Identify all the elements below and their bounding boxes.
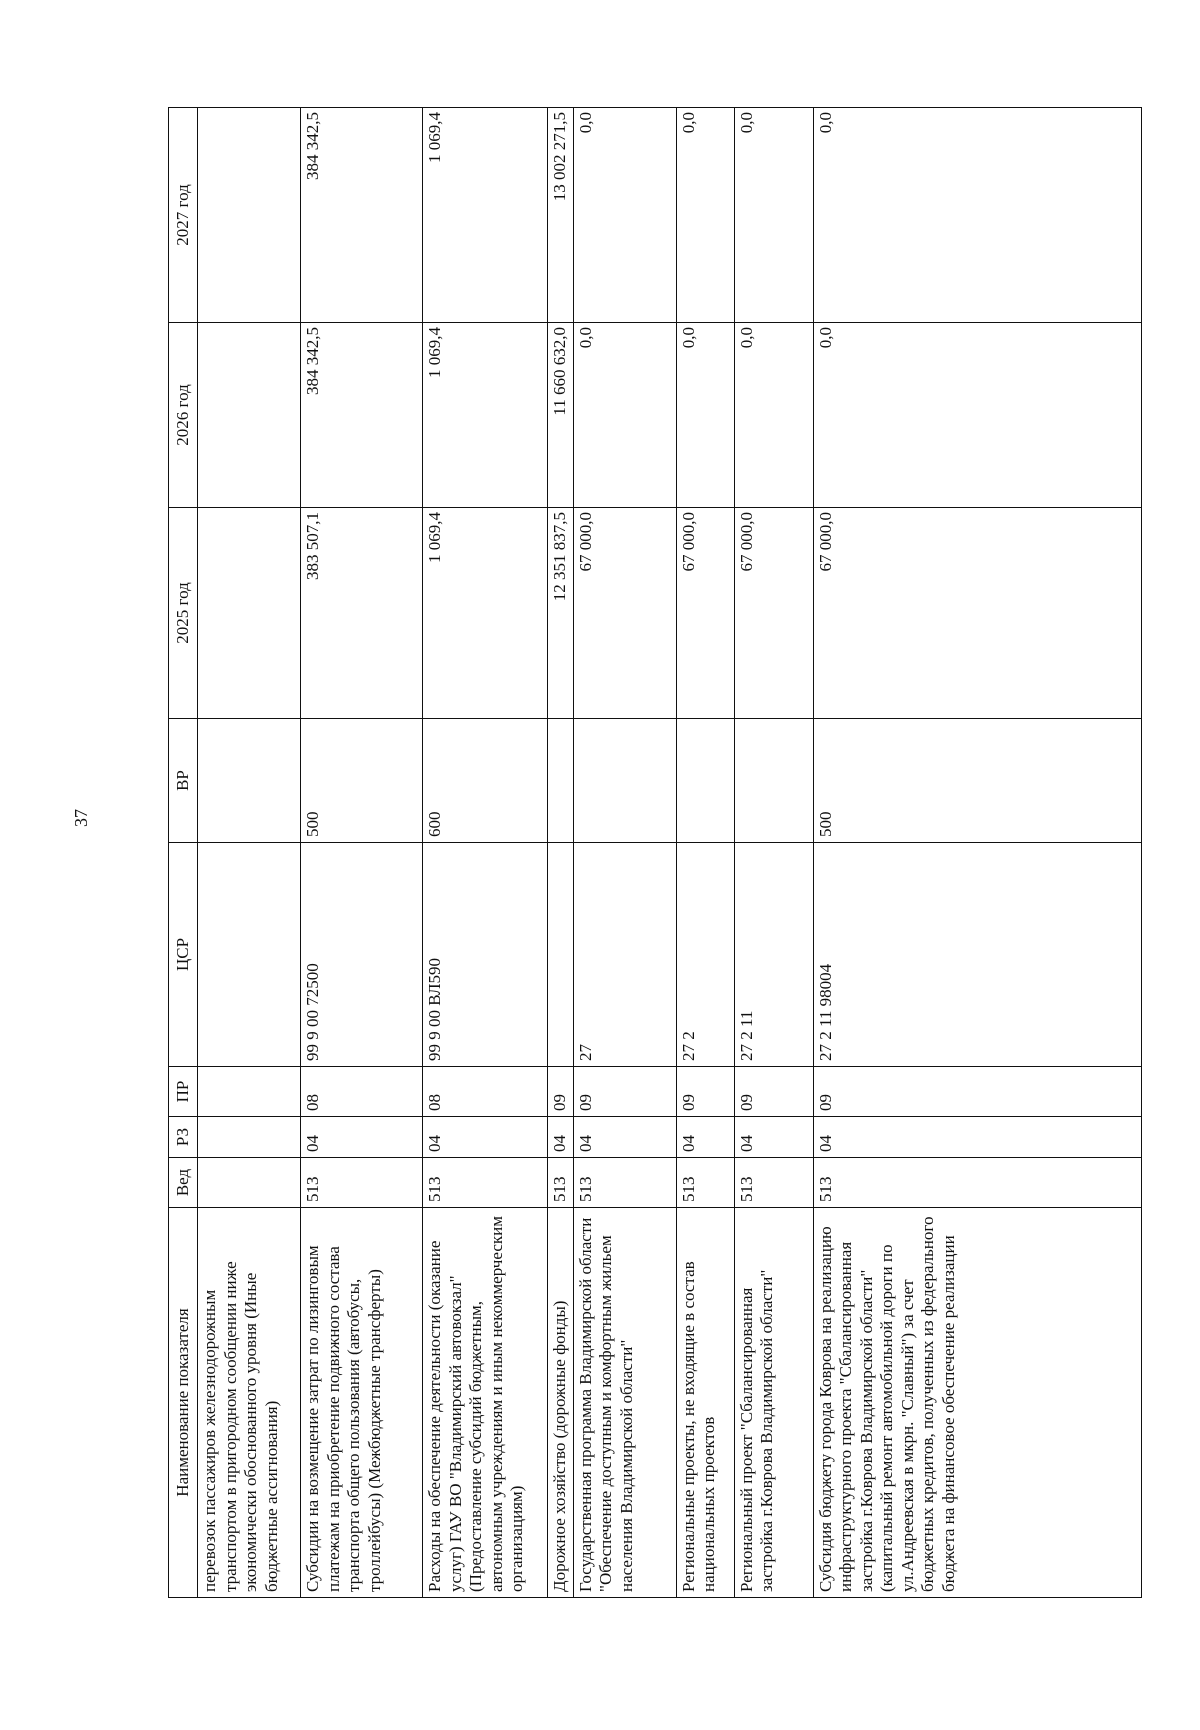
row-csr: 27 2 11 bbox=[734, 843, 813, 1067]
header-2026: 2026 год bbox=[169, 323, 198, 508]
row-vr bbox=[548, 719, 574, 843]
row-rz: 04 bbox=[301, 1117, 423, 1158]
row-pr: 08 bbox=[301, 1067, 423, 1117]
row-2026: 384 342,5 bbox=[301, 323, 423, 508]
row-2027: 0,0 bbox=[734, 108, 813, 323]
row-rz: 04 bbox=[548, 1117, 574, 1158]
row-2027 bbox=[198, 108, 301, 323]
row-name: Субсидии на возмещение затрат по лизинговым платежам на приобретение подвижного состава транспорта общего пользования (автобусы, троллейбусы) (Межбюджетные трансферты) bbox=[301, 1208, 423, 1598]
header-ved: Вед bbox=[169, 1158, 198, 1208]
row-pr: 09 bbox=[573, 1067, 676, 1117]
table-row bbox=[734, 108, 813, 1598]
row-name: перевозок пассажиров железнодорожным транспортом в пригородном сообщении ниже экономически обоснованного уровня (Иные бюджетные ассигнования) bbox=[198, 1208, 301, 1598]
row-ved: 513 bbox=[548, 1158, 574, 1208]
table-row bbox=[548, 108, 574, 1598]
row-2026: 0,0 bbox=[676, 323, 734, 508]
budget-table bbox=[168, 107, 1142, 1598]
header-name: Наименование показателя bbox=[169, 1208, 198, 1598]
row-csr: 99 9 00 ВЛ590 bbox=[423, 843, 548, 1067]
row-vr: 500 bbox=[301, 719, 423, 843]
table-row bbox=[813, 108, 1142, 1598]
row-csr bbox=[198, 843, 301, 1067]
row-csr bbox=[548, 843, 574, 1067]
row-ved bbox=[198, 1158, 301, 1208]
page-number: 37 bbox=[71, 809, 91, 827]
header-row bbox=[169, 108, 198, 1598]
row-2027: 0,0 bbox=[813, 108, 1142, 323]
row-2026: 11 660 632,0 bbox=[548, 323, 574, 508]
row-2026: 0,0 bbox=[573, 323, 676, 508]
row-2025: 67 000,0 bbox=[813, 508, 1142, 719]
row-vr: 500 bbox=[813, 719, 1142, 843]
row-name: Региональный проект "Сбалансированная застройка г.Коврова Владимирской области" bbox=[734, 1208, 813, 1598]
row-csr: 27 2 11 98004 bbox=[813, 843, 1142, 1067]
row-pr: 09 bbox=[813, 1067, 1142, 1117]
row-vr bbox=[573, 719, 676, 843]
row-name: Расходы на обеспечение деятельности (оказание услуг) ГАУ ВО "Владимирский автовокзал" (Предоставление субсидий бюджетным, автономным учреждениям и иным некоммерческим организациям) bbox=[423, 1208, 548, 1598]
row-vr bbox=[198, 719, 301, 843]
row-ved: 513 bbox=[676, 1158, 734, 1208]
row-ved: 513 bbox=[573, 1158, 676, 1208]
row-rz: 04 bbox=[573, 1117, 676, 1158]
row-name: Субсидия бюджету города Коврова на реализацию инфраструктурного проекта "Сбалансированная застройка г.Коврова Владимирской области" (капитальный ремонт автомобильной дороги по ул.Андреевская в мкрн. "Славный") за счет бюджетных кредитов, полученных из федерального бюджета на финансовое обеспечение реализации bbox=[813, 1208, 1142, 1598]
row-rz bbox=[198, 1117, 301, 1158]
row-2025 bbox=[198, 508, 301, 719]
table-row bbox=[198, 108, 301, 1598]
header-rz: РЗ bbox=[169, 1117, 198, 1158]
row-2026: 1 069,4 bbox=[423, 323, 548, 508]
row-2027: 0,0 bbox=[573, 108, 676, 323]
row-2027: 13 002 271,5 bbox=[548, 108, 574, 323]
header-csr: ЦСР bbox=[169, 843, 198, 1067]
row-2025: 67 000,0 bbox=[573, 508, 676, 719]
row-rz: 04 bbox=[676, 1117, 734, 1158]
row-2025: 67 000,0 bbox=[676, 508, 734, 719]
row-2027: 0,0 bbox=[676, 108, 734, 323]
row-name: Дорожное хозяйство (дорожные фонды) bbox=[548, 1208, 574, 1598]
row-2026 bbox=[198, 323, 301, 508]
row-2026: 0,0 bbox=[734, 323, 813, 508]
row-name: Региональные проекты, не входящие в состав национальных проектов bbox=[676, 1208, 734, 1598]
budget-table-container bbox=[168, 108, 1142, 1598]
table-row bbox=[423, 108, 548, 1598]
table-row bbox=[676, 108, 734, 1598]
row-2025: 67 000,0 bbox=[734, 508, 813, 719]
row-2025: 383 507,1 bbox=[301, 508, 423, 719]
table-row bbox=[301, 108, 423, 1598]
row-rz: 04 bbox=[423, 1117, 548, 1158]
header-vr: ВР bbox=[169, 719, 198, 843]
row-2027: 384 342,5 bbox=[301, 108, 423, 323]
row-2025: 1 069,4 bbox=[423, 508, 548, 719]
row-vr bbox=[734, 719, 813, 843]
row-ved: 513 bbox=[301, 1158, 423, 1208]
row-csr: 27 bbox=[573, 843, 676, 1067]
row-pr: 09 bbox=[548, 1067, 574, 1117]
row-pr bbox=[198, 1067, 301, 1117]
table-row bbox=[573, 108, 676, 1598]
header-2027: 2027 год bbox=[169, 108, 198, 323]
row-ved: 513 bbox=[423, 1158, 548, 1208]
row-rz: 04 bbox=[734, 1117, 813, 1158]
row-ved: 513 bbox=[813, 1158, 1142, 1208]
row-rz: 04 bbox=[813, 1117, 1142, 1158]
row-csr: 27 2 bbox=[676, 843, 734, 1067]
row-pr: 09 bbox=[676, 1067, 734, 1117]
row-2026: 0,0 bbox=[813, 323, 1142, 508]
row-vr: 600 bbox=[423, 719, 548, 843]
header-pr: ПР bbox=[169, 1067, 198, 1117]
row-2027: 1 069,4 bbox=[423, 108, 548, 323]
row-vr bbox=[676, 719, 734, 843]
row-csr: 99 9 00 72500 bbox=[301, 843, 423, 1067]
header-2025: 2025 год bbox=[169, 508, 198, 719]
row-pr: 08 bbox=[423, 1067, 548, 1117]
row-pr: 09 bbox=[734, 1067, 813, 1117]
row-name: Государственная программа Владимирской области "Обеспечение доступным и комфортным жильем населения Владимирской области" bbox=[573, 1208, 676, 1598]
row-ved: 513 bbox=[734, 1158, 813, 1208]
row-2025: 12 351 837,5 bbox=[548, 508, 574, 719]
